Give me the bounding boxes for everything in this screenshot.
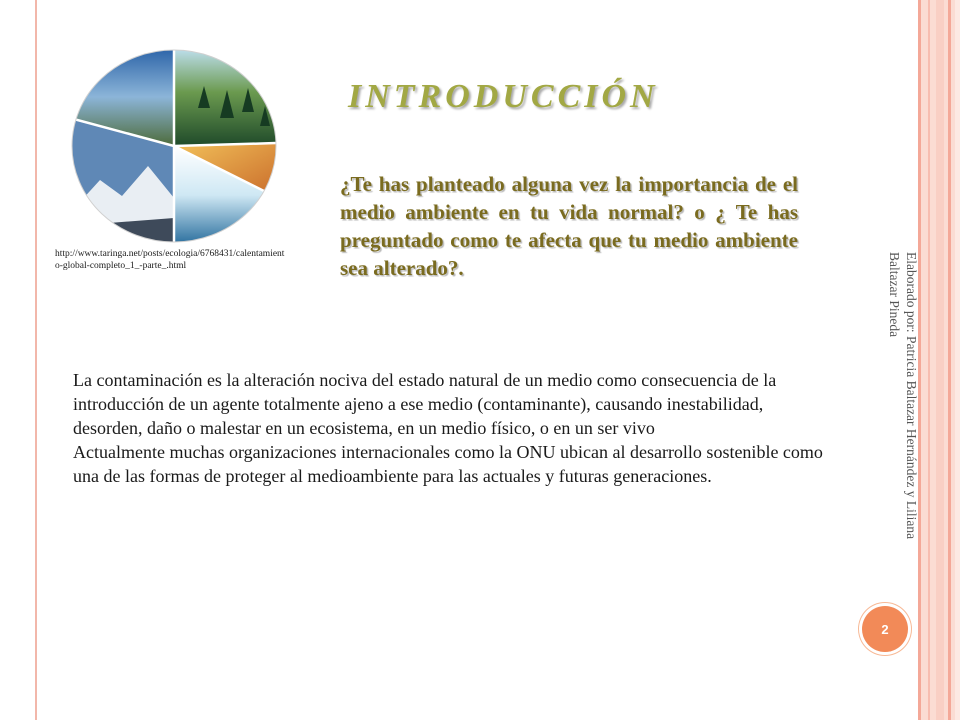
author-credit: Elaborado por: Patricia Baltazar Hernández y Liliana Baltazar Pineda <box>887 252 919 540</box>
right-decorative-band <box>918 0 960 720</box>
slide-title: INTRODUCCIÓN <box>348 78 659 115</box>
page-number-badge: 2 <box>862 606 908 652</box>
paragraph-desarrollo-sostenible: Actualmente muchas organizaciones internacionales como la ONU ubican al desarrollo sostenible como una de las formas de proteger al medioambiente para las actuales y futuras generaciones. <box>73 442 823 486</box>
body-text <box>73 368 833 488</box>
left-border-line <box>35 0 37 720</box>
image-source-credit: http://www.taringa.net/posts/ecologia/6768431/calentamiento-global-completo_1_-parte_.html <box>55 249 285 271</box>
paragraph-contaminacion: La contaminación es la alteración nociva del estado natural de un medio como consecuencia de la introducción de un agente totalmente ajeno a ese medio (contaminante), causando inestabilidad, desorden, daño o malestar en un ecosistema, en un medio físico, o en un ser vivo <box>73 370 777 438</box>
intro-question: ¿Te has planteado alguna vez la importancia de el medio ambiente en tu vida normal? o ¿ Te has preguntado como te afecta que tu medio ambiente sea alterado?. <box>340 172 798 280</box>
globe-collage-image <box>70 48 278 244</box>
